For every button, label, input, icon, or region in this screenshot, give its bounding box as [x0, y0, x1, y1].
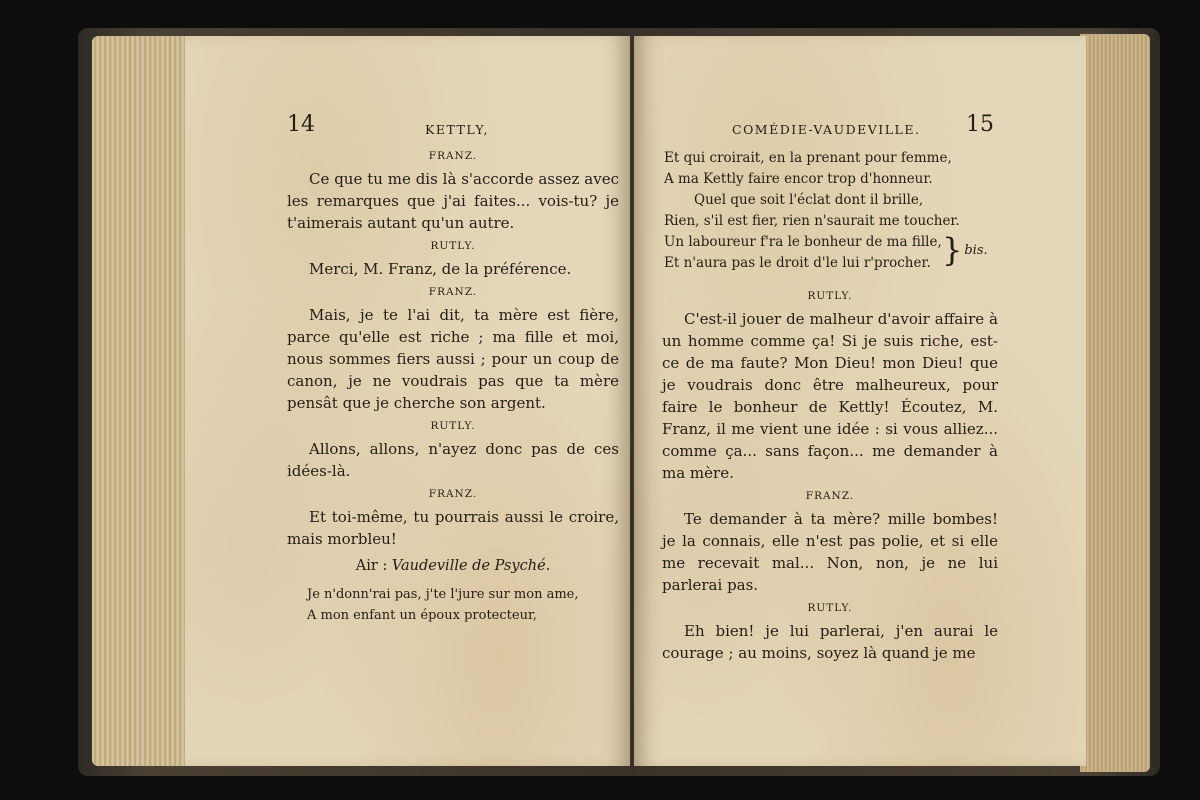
speaker-label: RUTLY. — [807, 290, 853, 302]
left-running-head — [287, 112, 619, 148]
left-page-number: 14 — [287, 112, 315, 137]
dialogue-paragraph: Te demander à ta mère? mille bombes! je la connais, elle n'est pas polie, et si elle me recevait mal... Non, non, je ne lui parlerai pas. — [662, 510, 998, 594]
air-title: Vaudeville de Psyché. — [391, 558, 551, 574]
verse-line: A mon enfant un époux protecteur, — [307, 608, 537, 623]
dialogue-paragraph: Allons, allons, n'ayez donc pas de ces idées-là. — [287, 440, 619, 480]
speaker-label: RUTLY. — [807, 602, 853, 614]
dialogue-paragraph: Eh bien! je lui parlerai, j'en aurai le courage ; au moins, soyez là quand je me — [662, 622, 998, 662]
bis-label: bis. — [964, 242, 988, 258]
verse-line: A ma Kettly faire encor trop d'honneur. — [664, 171, 933, 187]
speaker-label: FRANZ. — [805, 490, 855, 502]
dialogue-paragraph: Merci, M. Franz, de la préférence. — [309, 260, 572, 278]
verse-line: Je n'donn'rai pas, j'te l'jure sur mon ame, — [307, 587, 579, 602]
left-page — [185, 36, 630, 766]
right-running-title: COMÉDIE-VAUDEVILLE. — [732, 122, 921, 137]
page-edges-right — [1080, 34, 1150, 772]
speaker-label: FRANZ. — [428, 286, 478, 298]
dialogue-paragraph: Ce que tu me dis là s'accorde assez avec les remarques que j'ai faites... vois-tu? je t'aimerais autant qu'un autre. — [287, 170, 619, 232]
verse-line: Un laboureur f'ra le bonheur de ma fille, — [664, 234, 942, 250]
page-edges-left — [92, 36, 192, 766]
speaker-label: FRANZ. — [428, 150, 478, 162]
song-verse-continued — [662, 148, 998, 274]
left-running-title: KETTLY, — [425, 122, 489, 137]
song-verse — [287, 584, 619, 626]
speaker-label: RUTLY. — [430, 420, 476, 432]
brace-glyph: } — [942, 231, 963, 269]
right-page-number: 15 — [966, 112, 994, 137]
bis-marker — [942, 231, 988, 269]
dialogue-paragraph: Mais, je te l'ai dit, ta mère est fière, parce qu'elle est riche ; ma fille et moi, nous sommes fiers aussi ; pour un coup de canon, je ne voudrais pas que ta mère pensât que je cherche son argent. — [287, 306, 619, 412]
speaker-label: RUTLY. — [430, 240, 476, 252]
verse-line: Et qui croirait, en la prenant pour femme, — [664, 150, 952, 166]
verse-line: Quel que soit l'éclat dont il brille, — [694, 192, 924, 208]
verse-line: Et n'aura pas le droit d'le lui r'procher. — [664, 255, 931, 271]
left-page-content — [287, 112, 619, 626]
right-page-content — [662, 112, 998, 668]
right-running-head — [662, 112, 998, 148]
right-page — [634, 36, 1086, 766]
speaker-label: FRANZ. — [428, 488, 478, 500]
dialogue-paragraph: C'est-il jouer de malheur d'avoir affaire à un homme comme ça! Si je suis riche, est-ce de ma faute? Mon Dieu! mon Dieu! que je voudrais donc être malheureux, pour faire le bonheur de Kettly! Écoutez, M. Franz, il me vient une idée : si vous alliez... comme ça... sans façon... me demander à ma mère. — [662, 310, 998, 482]
verse-line: Rien, s'il est fier, rien n'saurait me toucher. — [664, 213, 960, 229]
dialogue-paragraph: Et toi-même, tu pourrais aussi le croire, mais morbleu! — [287, 508, 619, 548]
air-heading — [287, 558, 619, 574]
air-label: Air : — [355, 558, 388, 574]
